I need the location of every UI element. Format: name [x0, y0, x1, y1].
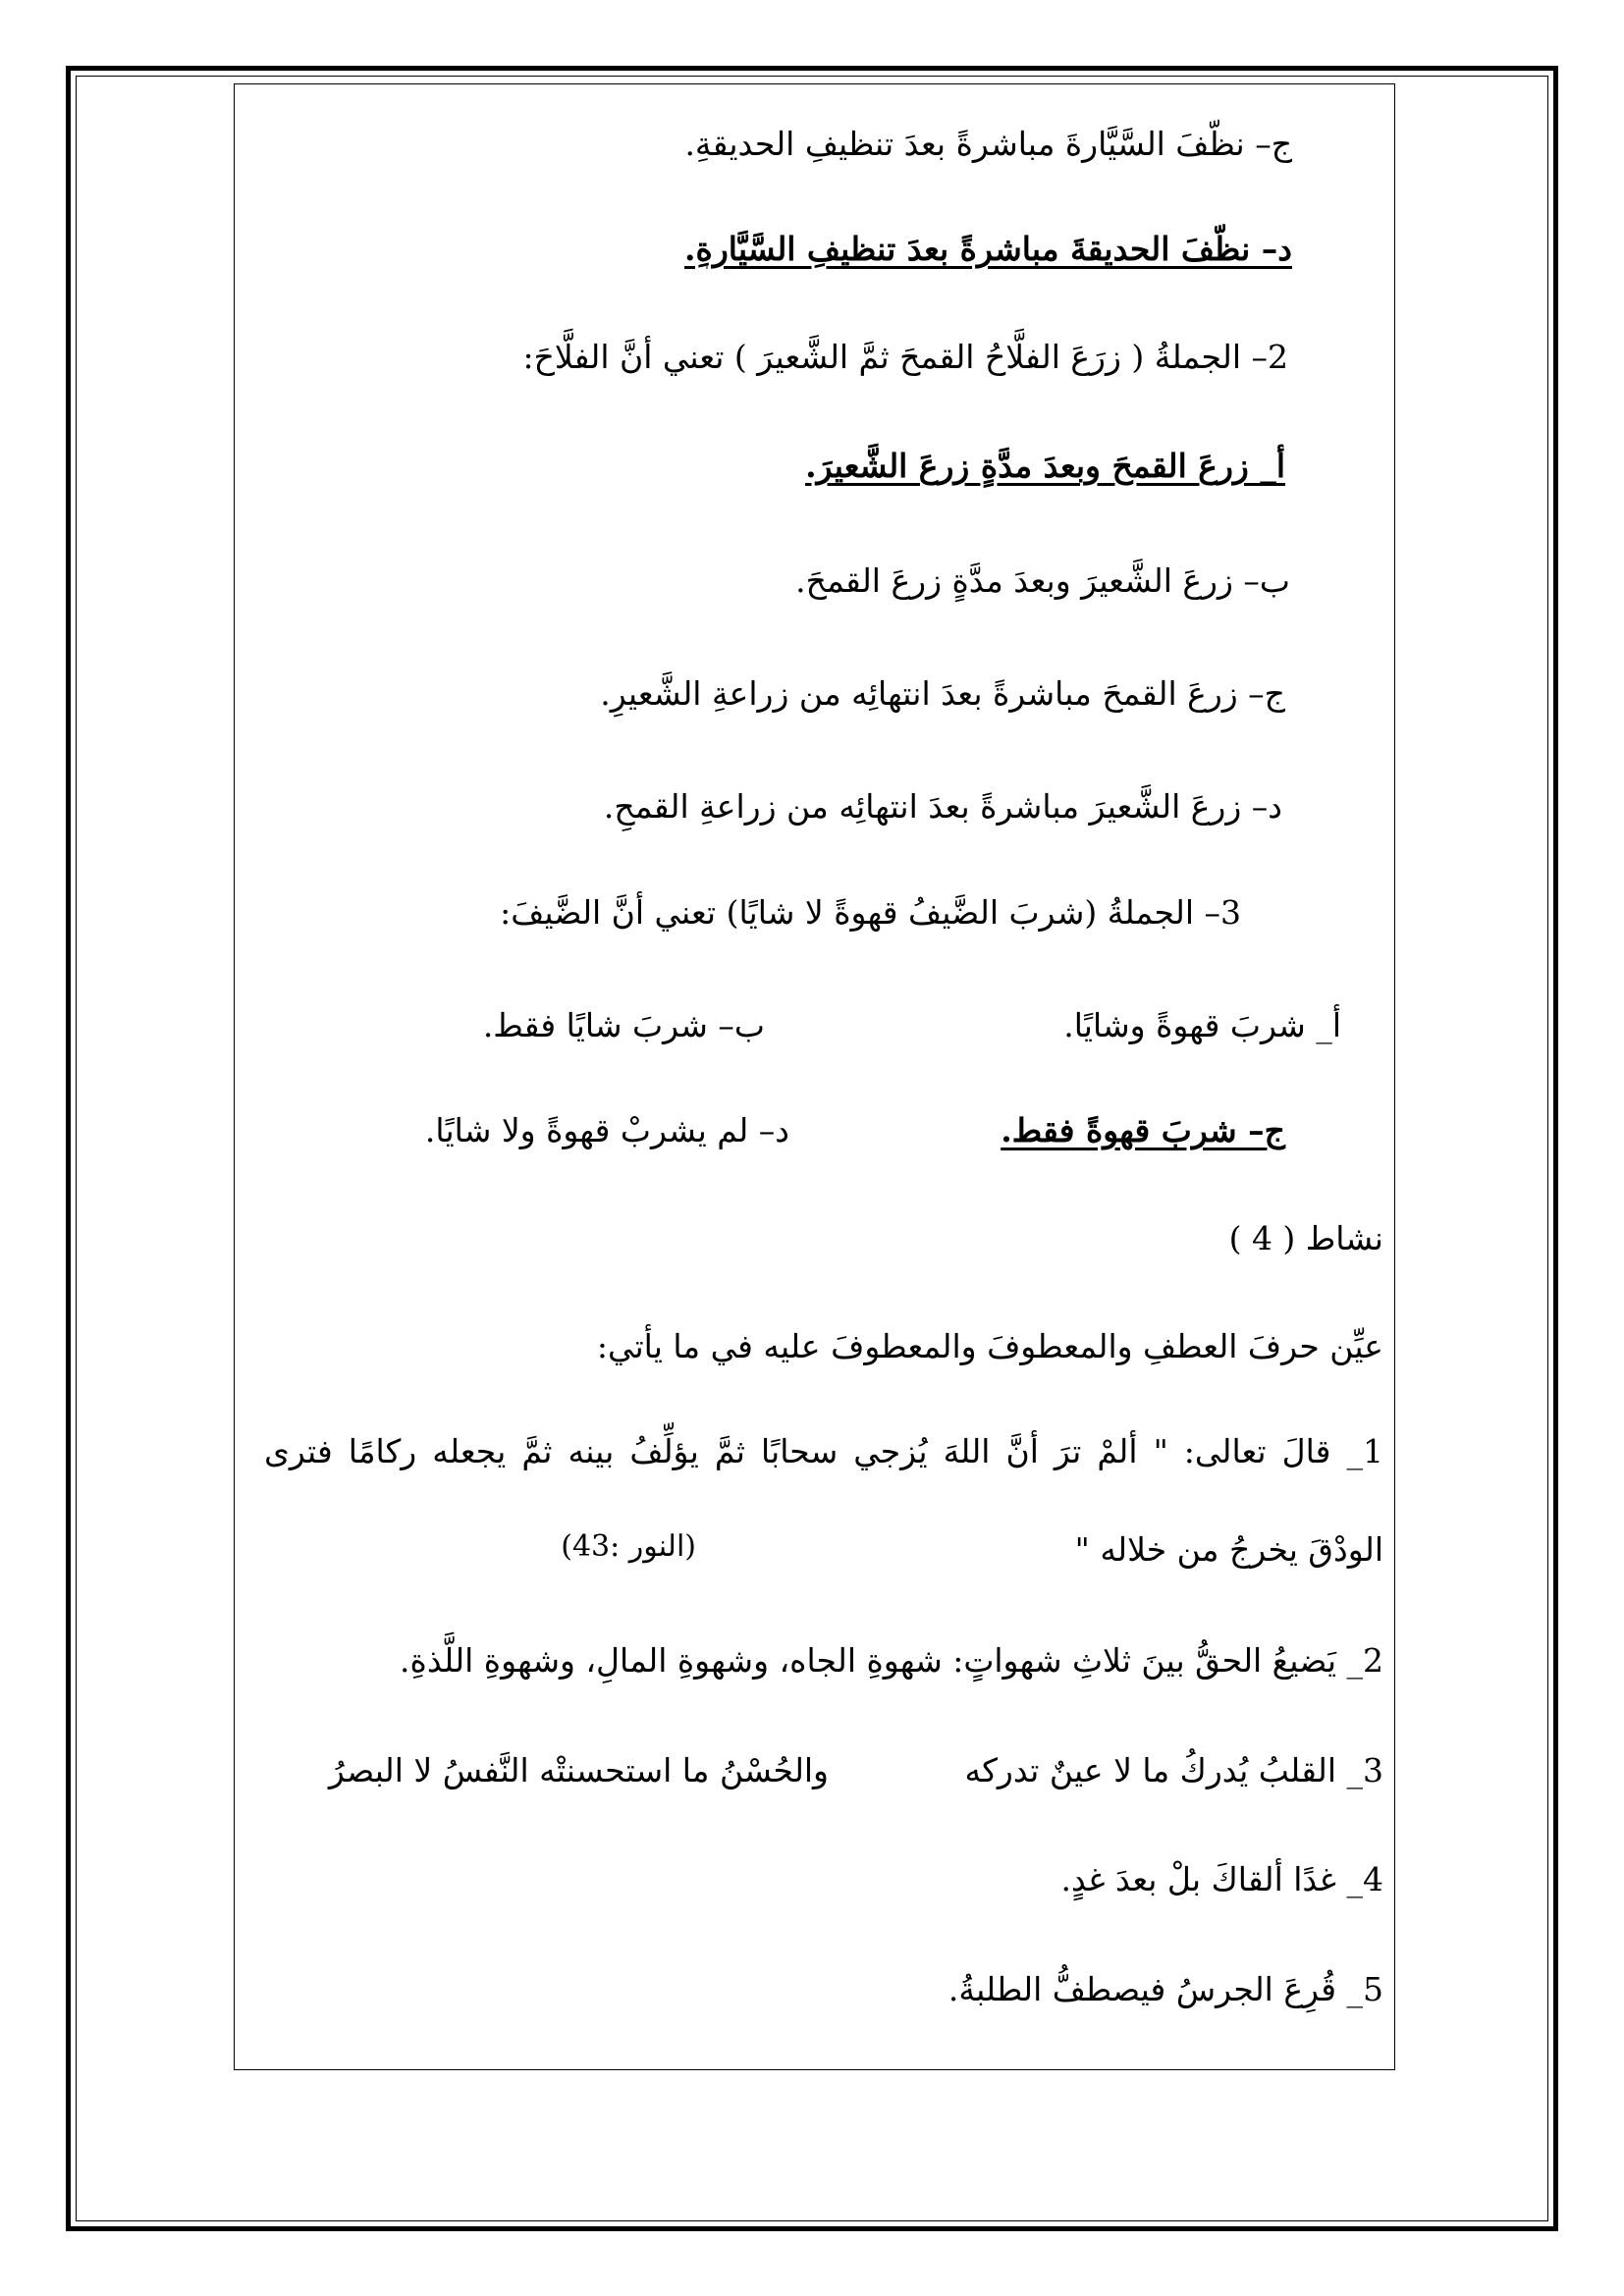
q1-option-c: ج– نظّفَ السَّيَّارةَ مباشرةً بعدَ تنظيفِ الحديقةِ. [684, 125, 1292, 163]
q3-option-d: د– لم يشربْ قهوةً ولا شايًا. [424, 1111, 789, 1149]
activity-item-5: 5_ قُرِعَ الجرسُ فيصطفُّ الطلبةُ. [947, 1970, 1383, 2008]
quran-reference: (النور :43) [561, 1529, 696, 1564]
q2-option-b: ب– زرعَ الشَّعيرَ وبعدَ مدَّةٍ زرعَ القمحَ. [795, 561, 1290, 600]
activity-item-4: 4_ غدًا ألقاكَ بلْ بعدَ غدٍ. [1060, 1860, 1383, 1898]
q1-option-d-answer: د– نظّفَ الحديقةَ مباشرةً بعدَ تنظيفِ السَّيَّارةِ. [684, 230, 1292, 268]
q2-option-c: ج– زرعَ القمحَ مباشرةً بعدَ انتهائِه من زراعةِ الشَّعيرِ. [600, 674, 1285, 713]
activity-item-2: 2_ يَضيعُ الحقُّ بينَ ثلاثِ شهواتٍ: شهوةِ الجاه، وشهوةِ المالِ، وشهوةِ اللَّذةِ. [400, 1641, 1383, 1680]
activity-item-3-part-2: والحُسْنُ ما استحسنتْه النَّفسُ لا البصرُ [328, 1751, 829, 1789]
activity-item-1-line-1: 1_ قالَ تعالى: " ألمْ ترَ أنَّ اللهَ يُزجي سحابًا ثمَّ يؤلِّفُ بينه ثمَّ يجعله ركامًا فترى [264, 1432, 1383, 1470]
q3-option-c-answer: ج– شربَ قهوةً فقط. [1001, 1111, 1285, 1149]
q3-prompt: 3– الجملةُ (شربَ الضَّيفُ قهوةً لا شايًا) تعني أنَّ الضَّيفَ: [500, 893, 1241, 932]
q3-option-b: ب– شربَ شايًا فقط. [482, 1006, 765, 1044]
activity-title: نشاط ( 4 ) [1228, 1219, 1383, 1257]
activity-instruction: عيِّن حرفَ العطفِ والمعطوفَ والمعطوفَ عليه في ما يأتي: [596, 1327, 1383, 1365]
q2-option-d: د– زرعَ الشَّعيرَ مباشرةً بعدَ انتهائِه من زراعةِ القمحِ. [603, 787, 1282, 826]
activity-item-3-part-1: 3_ القلبُ يُدركُ ما لا عينٌ تدركه [964, 1751, 1383, 1789]
q2-option-a-answer: أ_ زرعَ القمحَ وبعدَ مدَّةٍ زرعَ الشَّعيرَ. [805, 447, 1285, 485]
activity-item-1-line-2: الودْقَ يخرجُ من خلاله " [1074, 1530, 1383, 1569]
q3-option-a: أ_ شربَ قهوةً وشايًا. [1063, 1006, 1341, 1044]
q2-prompt: 2– الجملةُ ( زرَعَ الفلَّاحُ القمحَ ثمَّ الشَّعيرَ ) تعني أنَّ الفلَّاحَ: [522, 338, 1288, 376]
